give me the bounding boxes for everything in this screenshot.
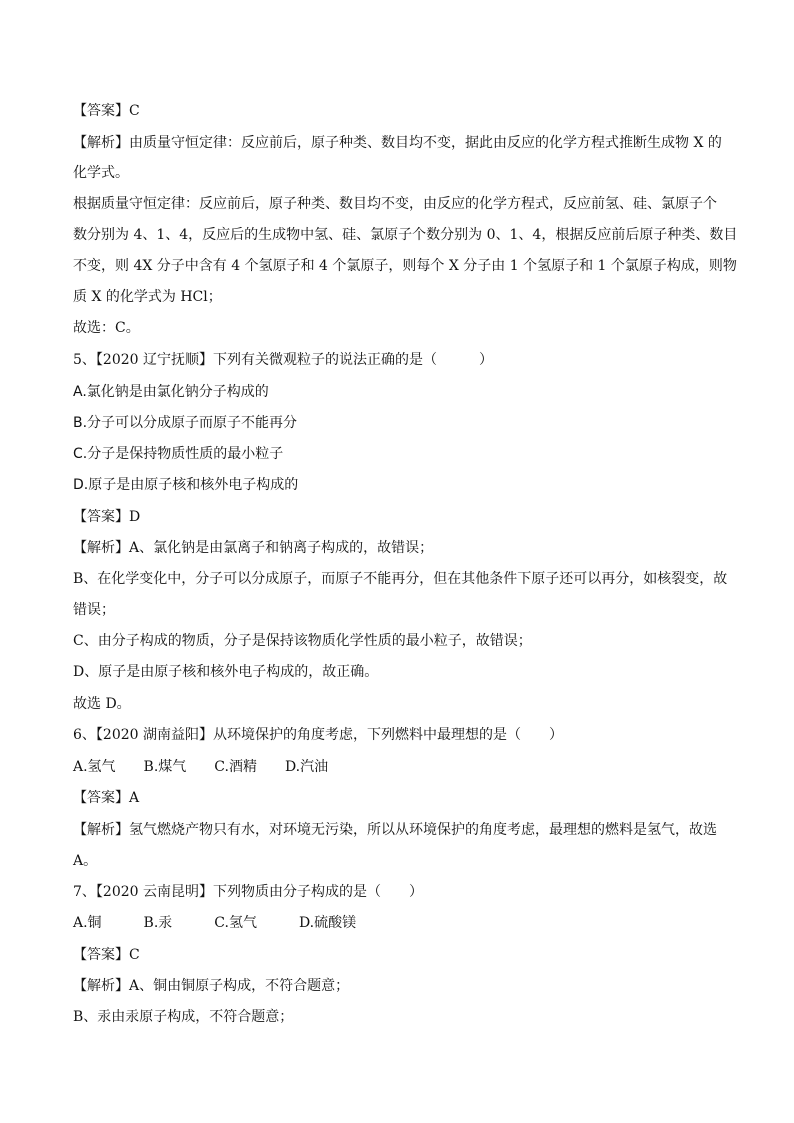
analysis-line: 【解析】A、铜由铜原子构成，不符合题意； (73, 978, 350, 994)
answer-line: 【答案】C (73, 103, 140, 119)
answer-line: 【答案】C (73, 947, 140, 963)
question-line: 7、【2020 云南昆明】下列物质由分子构成的是（ ） (73, 884, 423, 900)
text-line: 质 X 的化学式为 HCl； (73, 289, 222, 305)
text-line: B、在化学变化中，分子可以分成原子，而原子不能再分，但在其他条件下原子还可以再分，如核裂变，故 (73, 571, 728, 587)
text-line: 错误； (73, 602, 115, 618)
text-line: 化学式。 (73, 165, 129, 181)
answer-line: 【答案】A (73, 790, 140, 806)
option-line: D.原子是由原子核和核外电子构成的 (73, 477, 299, 493)
analysis-line: 【解析】由质量守恒定律：反应前后，原子种类、数目均不变，据此由反应的化学方程式推断生成物 X 的 (73, 135, 722, 151)
text-line: 故选 D。 (73, 696, 131, 712)
text-line: 根据质量守恒定律：反应前后，原子种类、数目均不变，由反应的化学方程式，反应前氢、硅、氯原子个 (73, 196, 717, 212)
question-line: 6、【2020 湖南益阳】从环境保护的角度考虑，下列燃料中最理想的是（ ） (73, 727, 563, 743)
question-line: 5、【2020 辽宁抚顺】下列有关微观粒子的说法正确的是（ ） (73, 352, 493, 368)
option-line: A.氢气 B.煤气 C.酒精 D.汽油 (73, 759, 329, 775)
text-line: 故选：C。 (73, 320, 140, 336)
text-line: A。 (73, 853, 98, 869)
option-line: B.分子可以分成原子而原子不能再分 (73, 415, 298, 431)
analysis-line: 【解析】A、氯化钠是由氯离子和钠离子构成的，故错误； (73, 540, 434, 556)
text-line: 不变，则 4X 分子中含有 4 个氢原子和 4 个氯原子，则每个 X 分子由 1 个氢原子和 1 个氯原子构成，则物 (73, 258, 737, 274)
option-line: C.分子是保持物质性质的最小粒子 (73, 446, 284, 462)
answer-line: 【答案】D (73, 509, 141, 525)
option-line: A.铜 B.汞 C.氢气 D.硫酸镁 (73, 915, 357, 931)
option-line: A.氯化钠是由氯化钠分子构成的 (73, 384, 269, 400)
text-line: D、原子是由原子核和核外电子构成的，故正确。 (73, 664, 379, 680)
text-line: B、汞由汞原子构成，不符合题意； (73, 1009, 294, 1025)
text-line: C、由分子构成的物质，分子是保持该物质化学性质的最小粒子，故错误； (73, 633, 532, 649)
text-line: 数分别为 4、1、4，反应后的生成物中氢、硅、氯原子个数分别为 0、1、4，根据反应前后原子种类、数目 (73, 227, 738, 243)
analysis-line: 【解析】氢气燃烧产物只有水，对环境无污染，所以从环境保护的角度考虑，最理想的燃料是氢气，故选 (73, 822, 717, 838)
